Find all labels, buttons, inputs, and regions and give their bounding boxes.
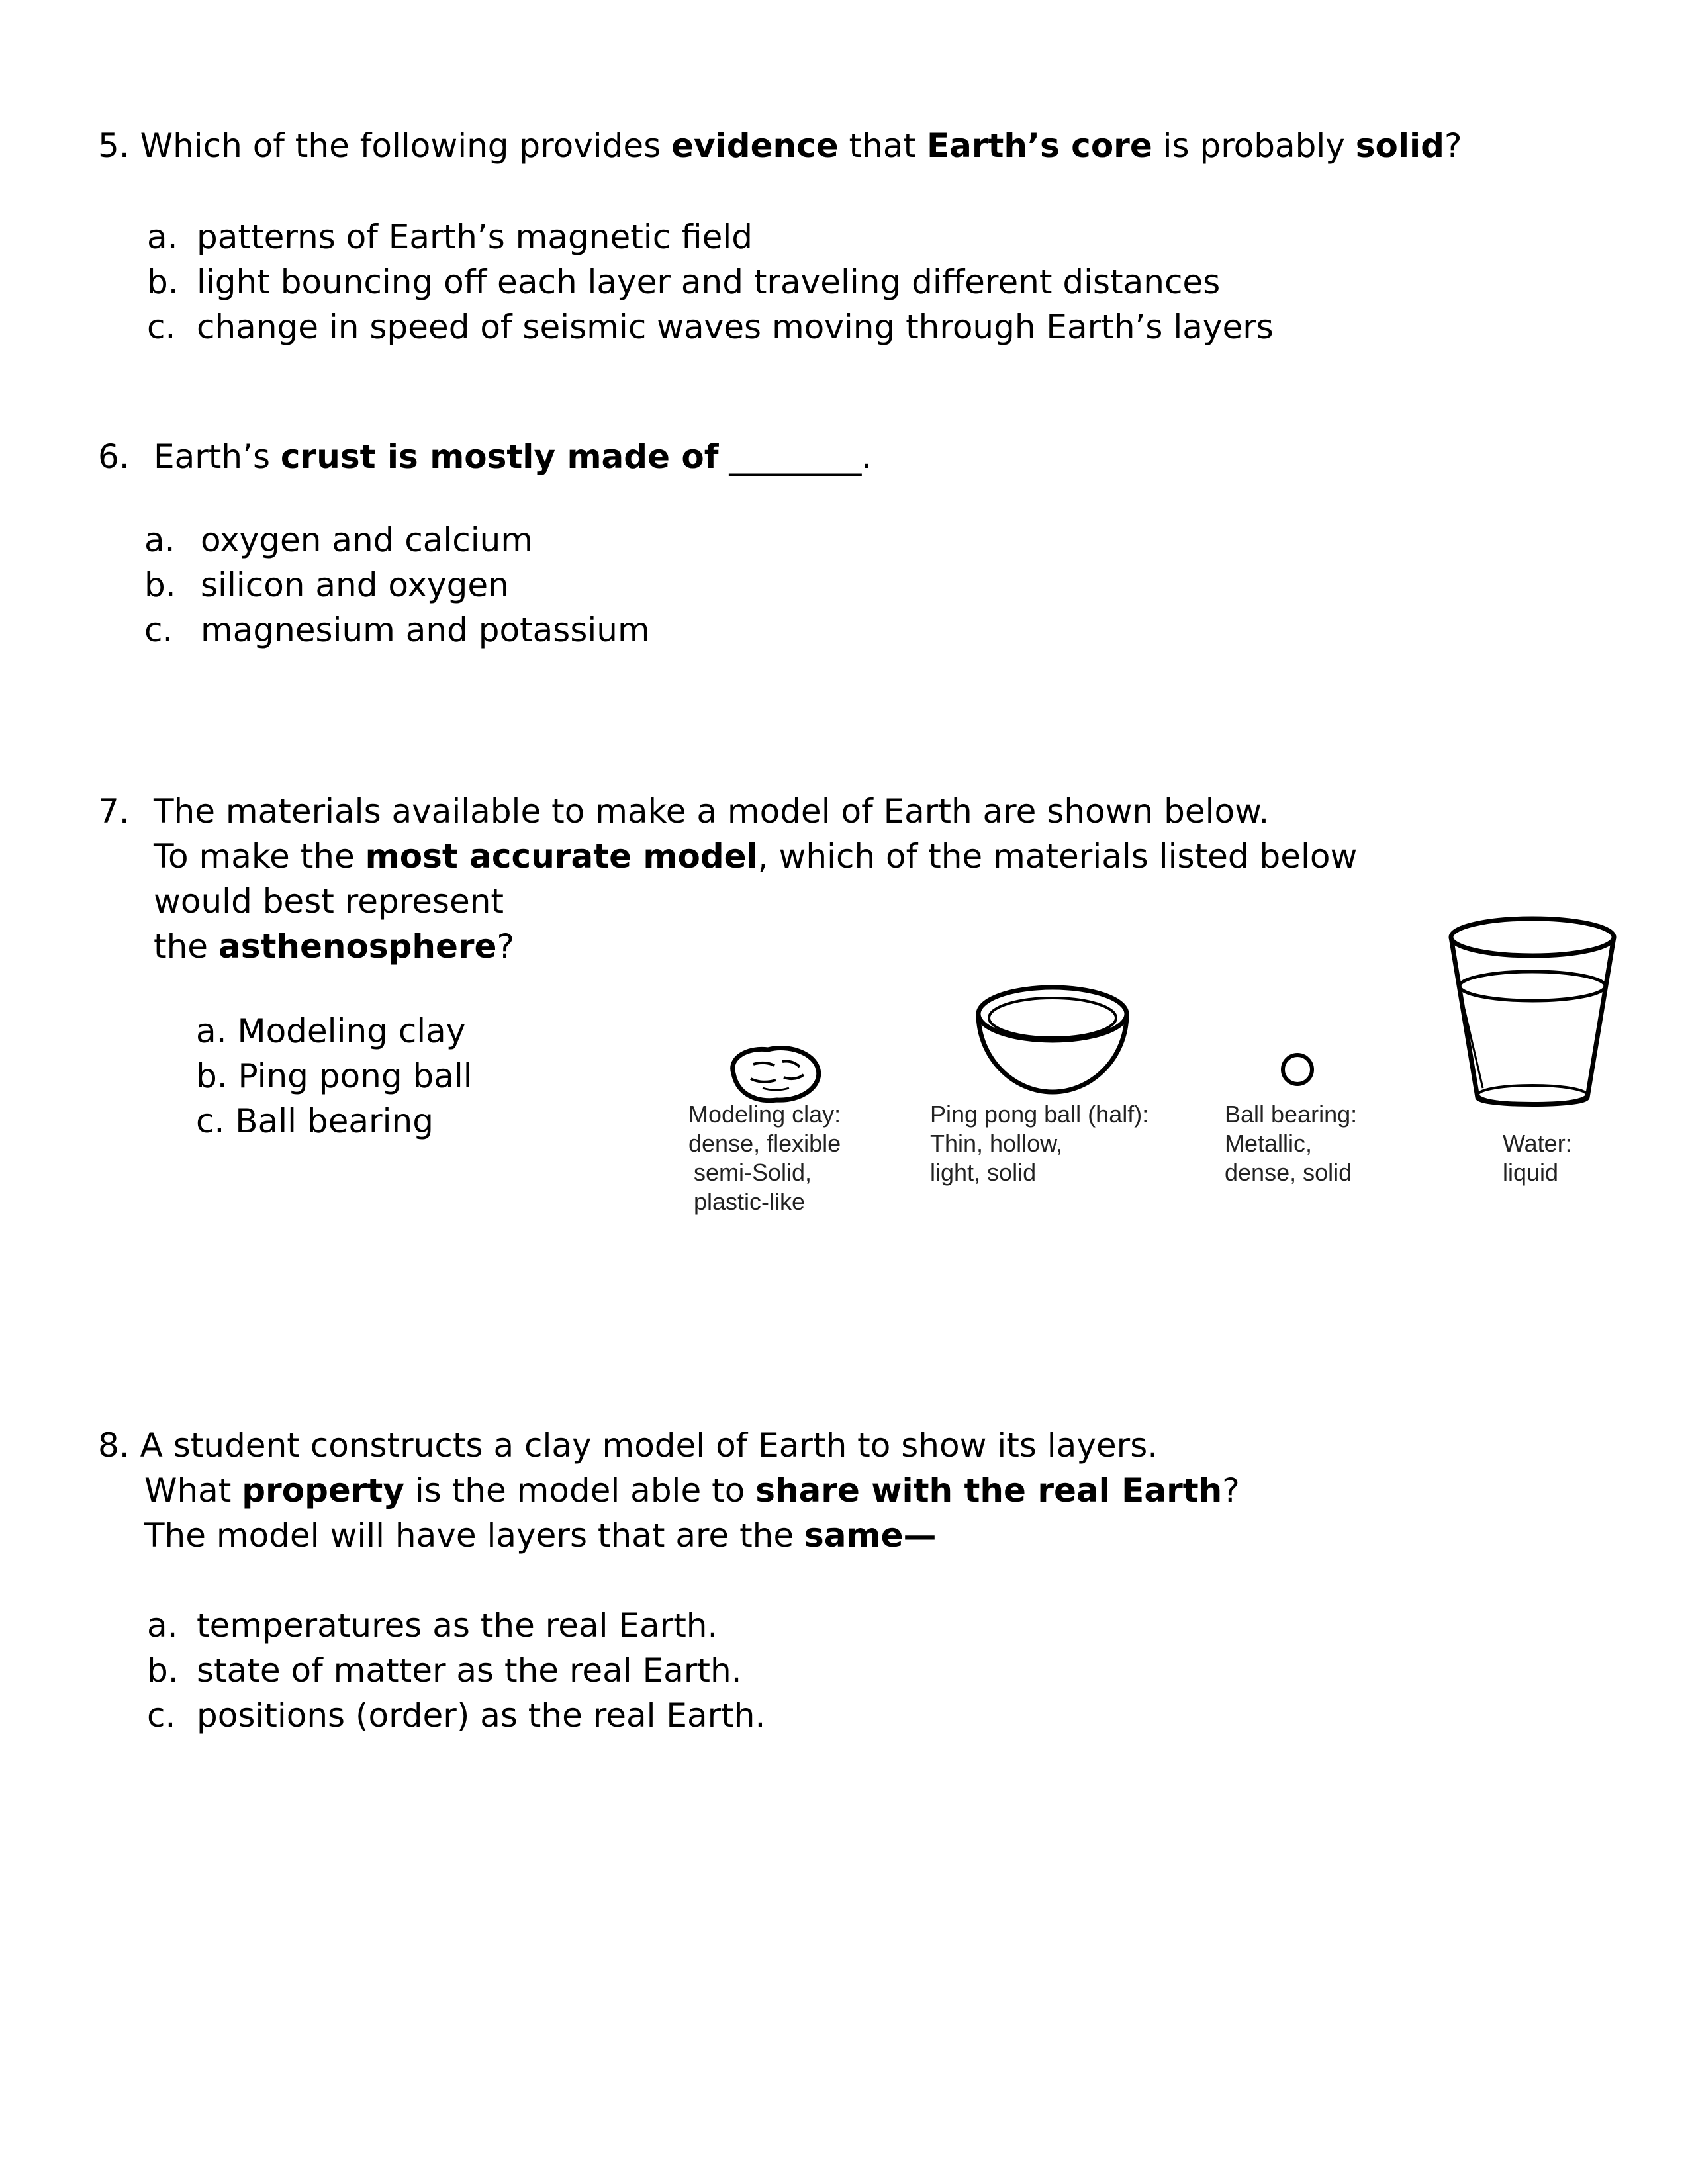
question-5-stem: 5. Which of the following provides evidence that Earth’s core is probably solid? bbox=[98, 126, 1462, 165]
question-8-stem: 8. A student constructs a clay model of Earth to show its layers. bbox=[98, 1426, 1158, 1465]
q6-option-c[interactable]: c. magnesium and potassium bbox=[144, 611, 650, 649]
q6-option-b[interactable]: b. silicon and oxygen bbox=[144, 566, 509, 604]
question-number: 5. bbox=[98, 126, 130, 165]
question-number: 6. bbox=[98, 437, 130, 476]
question-7-stem: 7. The materials available to make a model of Earth are shown below. bbox=[98, 789, 1269, 834]
water-glass-illustration bbox=[1443, 909, 1622, 1115]
ping-pong-half-illustration bbox=[973, 979, 1132, 1099]
question-number: 7. bbox=[98, 792, 130, 831]
question-6-stem: 6. Earth’s crust is mostly made of ________. bbox=[98, 434, 872, 479]
q5-option-c[interactable]: c. change in speed of seismic waves moving through Earth’s layers bbox=[147, 308, 1274, 346]
question-8-line2: What property is the model able to share with the real Earth? bbox=[144, 1471, 1240, 1510]
ball-bearing-illustration bbox=[1278, 1050, 1317, 1089]
q8-option-b[interactable]: b. state of matter as the real Earth. bbox=[147, 1651, 742, 1690]
question-7-line2: To make the most accurate model, which of the materials listed below bbox=[154, 837, 1358, 876]
q6-option-a[interactable]: a. oxygen and calcium bbox=[144, 521, 534, 559]
question-7-line3: would best represent bbox=[154, 882, 504, 921]
q5-option-b[interactable]: b. light bouncing off each layer and traveling different distances bbox=[147, 263, 1221, 301]
q8-option-c[interactable]: c. positions (order) as the real Earth. bbox=[147, 1696, 766, 1735]
question-number: 8. bbox=[98, 1426, 130, 1465]
q5-option-a[interactable]: a. patterns of Earth’s magnetic field bbox=[147, 218, 753, 256]
q7-option-a[interactable]: a. Modeling clay bbox=[196, 1012, 466, 1050]
pingpong-caption: Ping pong ball (half): Thin, hollow, light, solid bbox=[930, 1101, 1149, 1186]
q7-option-b[interactable]: b. Ping pong ball bbox=[196, 1057, 473, 1095]
water-caption: Water: liquid bbox=[1503, 1130, 1572, 1186]
clay-caption: Modeling clay: dense, flexible semi-Solid, plastic-like bbox=[688, 1101, 841, 1215]
bearing-caption: Ball bearing: Metallic, dense, solid bbox=[1225, 1101, 1358, 1186]
question-7-line4: the asthenosphere? bbox=[154, 927, 514, 966]
q8-option-a[interactable]: a. temperatures as the real Earth. bbox=[147, 1606, 718, 1645]
q7-option-c[interactable]: c. Ball bearing bbox=[196, 1102, 434, 1140]
question-8-line3: The model will have layers that are the same— bbox=[144, 1516, 937, 1555]
